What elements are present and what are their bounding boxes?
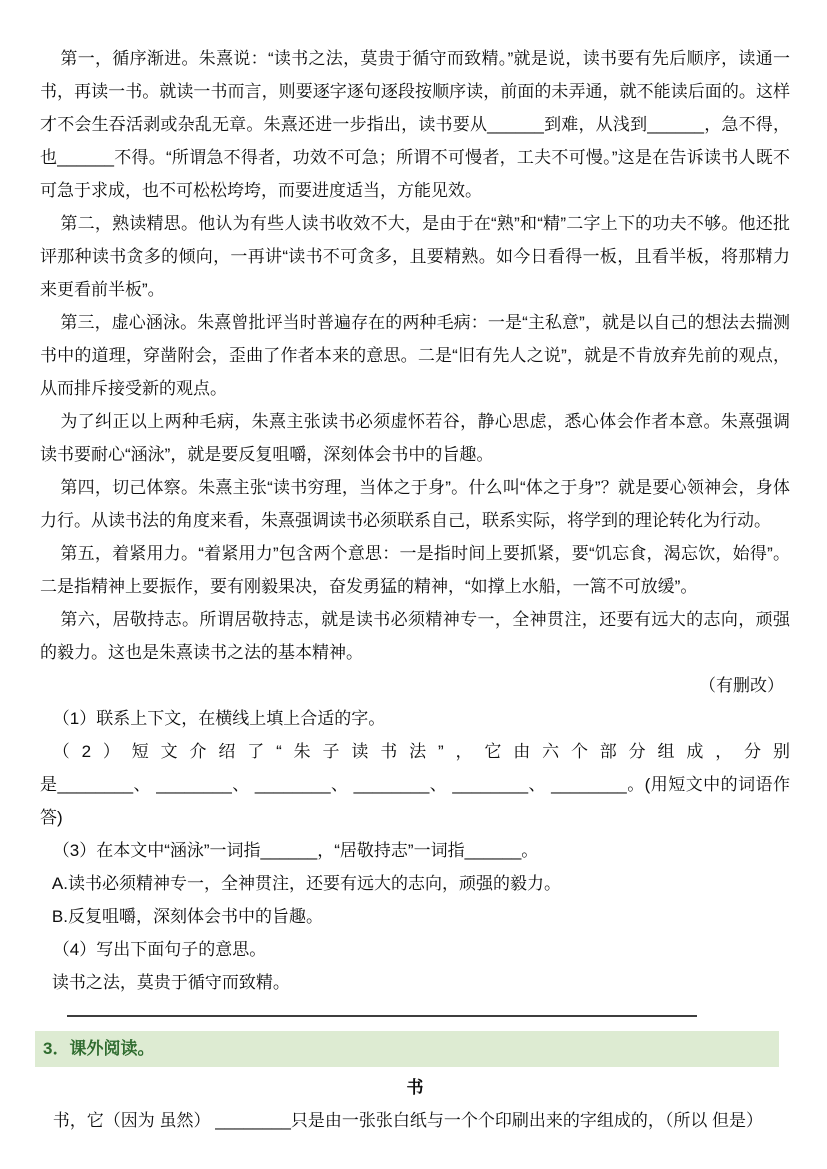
question-3-option-b: B.反复咀嚼，深刻体会书中的旨趣。 [51,907,323,926]
article-paragraph-7: 第六，居敬持志。所谓居敬持志，就是读书必须精神专一，全神贯注，还要有远大的志向，顽强的毅力。这也是朱熹读书之法的基本精神。 [40,610,790,662]
reading-first-line: 书，它（因为 虽然） ________只是由一张张白纸与一个个印刷出来的字组成的，（所以 但是） [52,1111,764,1130]
question-4: （4）写出下面句子的意思。 [52,940,267,959]
question-2-line1: （2）短文介绍了“朱子读书法”，它由六个部分组成，分别 [52,742,790,761]
article-paragraph-4: 为了纠正以上两种毛病，朱熹主张读书必须虚怀若谷，静心思虑，悉心体会作者本意。朱熹强调读书要耐心“涵泳”，就是要反复咀嚼，深刻体会书中的旨趣。 [40,412,790,464]
article-paragraph-2: 第二，熟读精思。他认为有些人读书收效不大，是由于在“熟”和“精”二字上下的功夫不够。他还批评那种读书贪多的倾向，一再讲“读书不可贪多，且要精熟。如今日看得一板，且看半板，将那精力来更看前半板”。 [40,214,790,299]
question-3: （3）在本文中“涵泳”一词指______，“居敬持志”一词指______。 [52,841,539,860]
article-paragraph-3: 第三，虚心涵泳。朱熹曾批评当时普遍存在的两种毛病：一是“主私意”，就是以自己的想法去揣测书中的道理，穿凿附会，歪曲了作者本来的意思。二是“旧有先人之说”，就是不肯放弃先前的观点，从而排斥接受新的观点。 [40,313,790,398]
question-1: （1）联系上下文，在横线上填上合适的字。 [52,709,386,728]
article-paragraph-5: 第四，切己体察。朱熹主张“读书穷理，当体之于身”。什么叫“体之于身”？就是要心领神会，身体力行。从读书法的角度来看，朱熹强调读书必须联系自己，联系实际，将学到的理论转化为行动。 [40,478,790,530]
reading-title: 书 [406,1078,424,1097]
section-3-label: 3．课外阅读。 [43,1039,155,1058]
article-paragraph-1: 第一，循序渐进。朱熹说：“读书之法，莫贵于循守而致精。”就是说，读书要有先后顺序，读通一书，再读一书。就读一书而言，则要逐字逐句逐段按顺序读，前面的未弄通，就不能读后面的。这样才不会生吞活剥或杂乱无章。朱熹还进一步指出，读书要从______到难，从浅到______，急不得，也______不得。“所谓急不得者，功效不可急；所谓不可慢者，工夫不可慢。”这是在告诉读书人既不可急于求成，也不可松松垮垮，而要进度适当，方能见效。 [40,49,790,200]
section-3-header [35,1031,779,1067]
article-paragraph-6: 第五，着紧用力。“着紧用力”包含两个意思：一是指时间上要抓紧，要“饥忘食，渴忘饮，始得”。二是指精神上要振作，要有刚毅果决，奋发勇猛的精神，“如撑上水船，一篙不可放缓”。 [40,544,790,596]
answer-blank-line [67,999,697,1017]
question-3-option-a: A.读书必须精神专一，全神贯注，还要有远大的志向，顽强的毅力。 [51,874,561,893]
question-4-quote-sentence: 读书之法，莫贵于循守而致精。 [51,973,290,992]
edit-note: （有删改） [699,676,784,695]
question-2 [40,735,790,834]
question-2-continuation: 是________、 ________、 ________、 ________、 ________、 ________。(用短文中的词语作答) [40,775,790,827]
